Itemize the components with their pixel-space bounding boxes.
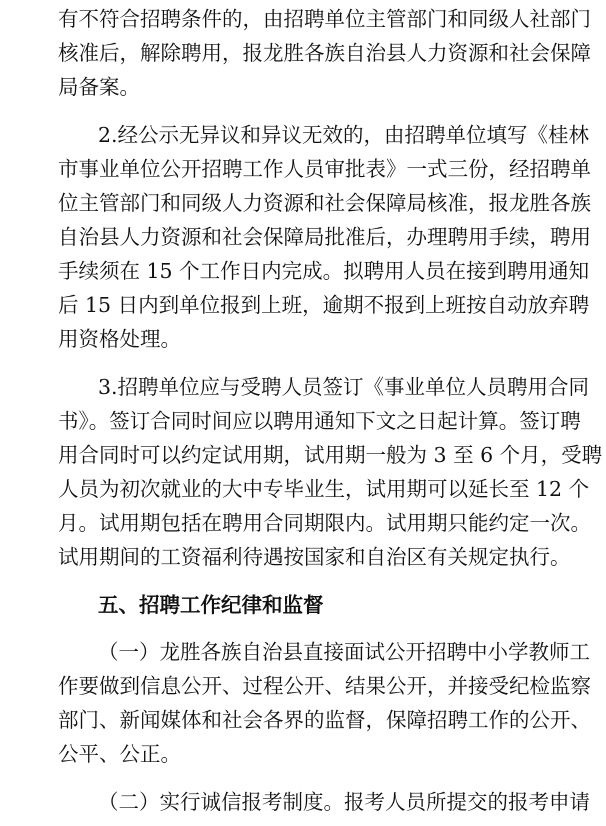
body-text-line: 市事业单位公开招聘工作人员审批表》一式三份，经招聘单	[58, 157, 591, 181]
body-text-line: 后 15 日内到单位报到上班，逾期不报到上班按自动放弃聘	[58, 293, 590, 317]
body-text-line: 用资格处理。	[58, 327, 181, 351]
body-text-line: 位主管部门和同级人力资源和社会保障局核准，报龙胜各族	[58, 191, 591, 215]
body-text-line: 公平、公正。	[58, 742, 181, 766]
body-text-line: 部门、新闻媒体和社会各界的监督，保障招聘工作的公开、	[58, 708, 591, 732]
body-text-line: （二）实行诚信报考制度。报考人员所提交的报考申请	[98, 790, 590, 814]
body-text-line: 有不符合招聘条件的，由招聘单位主管部门和同级人社部门	[58, 7, 591, 31]
body-text-line: 作要做到信息公开、过程公开、结果公开，并接受纪检监察	[58, 674, 591, 698]
body-text-line: 用合同时可以约定试用期，试用期一般为 3 至 6 个月，受聘	[58, 443, 603, 467]
body-text-line: 试用期间的工资福利待遇按国家和自治区有关规定执行。	[58, 545, 571, 569]
body-text-line: 手续须在 15 个工作日内完成。拟聘用人员在接到聘用通知	[58, 259, 590, 283]
body-text-line: 人员为初次就业的大中专毕业生，试用期可以延长至 12 个	[58, 477, 590, 501]
section-heading: 五、招聘工作纪律和监督	[98, 593, 324, 617]
body-text-line: 书》。签订合同时间应以聘用通知下文之日起计算。签订聘	[58, 409, 581, 433]
body-text-line: 2.经公示无异议和异议无效的，由招聘单位填写《桂林	[98, 123, 590, 147]
body-text-line: 3.招聘单位应与受聘人员签订《事业单位人员聘用合同	[98, 375, 590, 399]
body-text-line: 核准后，解除聘用，报龙胜各族自治县人力资源和社会保障	[58, 41, 591, 65]
body-text-line: （一）龙胜各族自治县直接面试公开招聘中小学教师工	[98, 640, 590, 664]
body-text-line: 局备案。	[58, 75, 140, 99]
body-text-line: 月。试用期包括在聘用合同期限内。试用期只能约定一次。	[58, 511, 591, 535]
body-text-line: 自治县人力资源和社会保障局批准后，办理聘用手续，聘用	[58, 225, 591, 249]
